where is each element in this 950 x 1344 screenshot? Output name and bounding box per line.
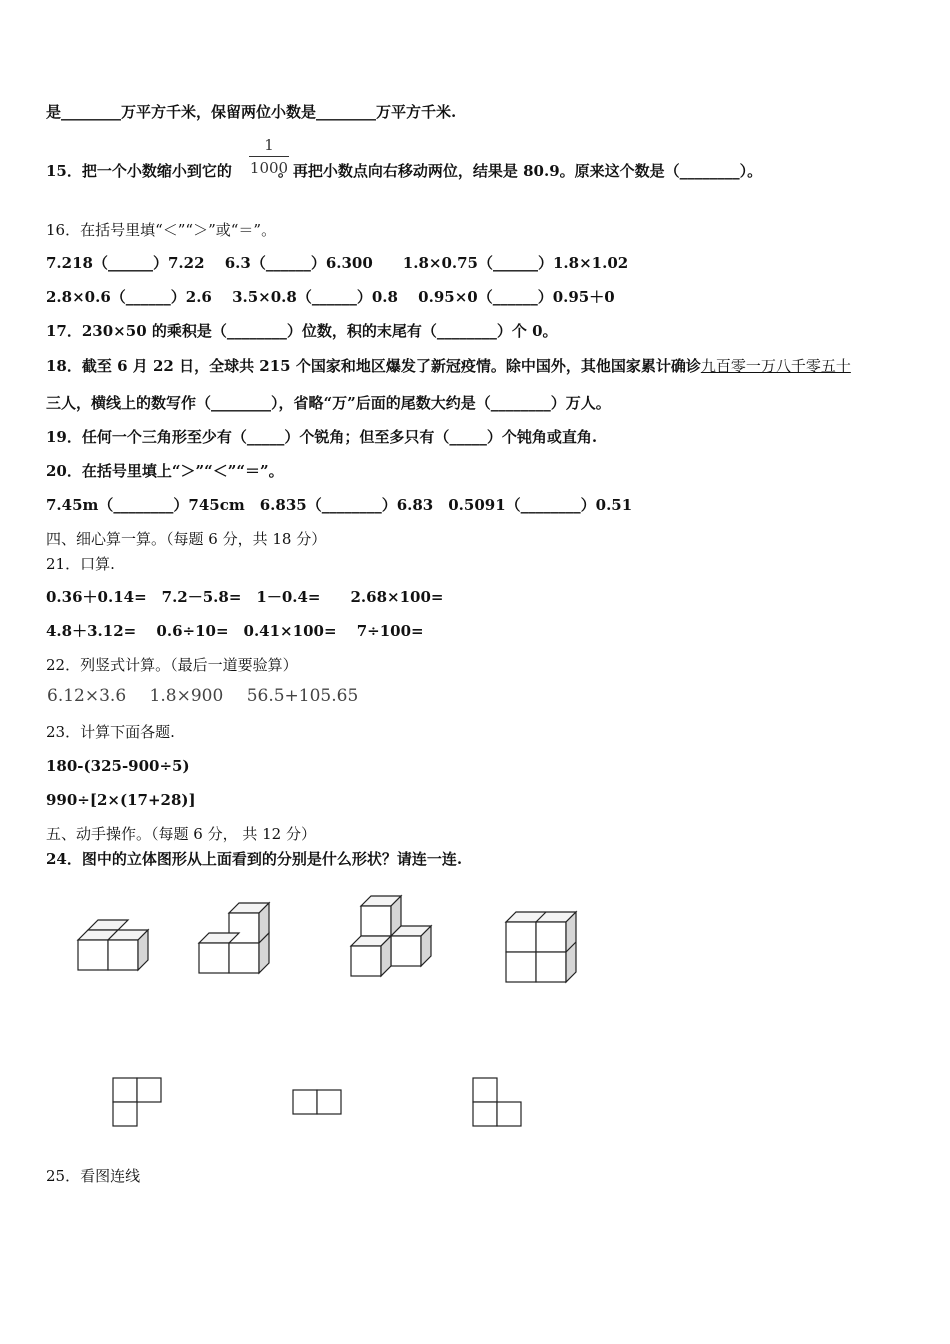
question-21: 21．口算. (46, 555, 115, 573)
question-25: 25．看图连线 (46, 1167, 141, 1185)
solid-figure-3 (351, 896, 431, 976)
q20-row: 7.45m（________）745cm 6.835（________）6.83 0.5091（________）0.51 (46, 496, 633, 514)
solid-figure-1 (78, 920, 148, 970)
question-19: 19．任何一个三角形至少有（_____）个锐角；但至多只有（_____）个钝角或直角. (46, 428, 598, 446)
top-view-3 (473, 1078, 521, 1126)
top-view-2 (293, 1090, 341, 1114)
q15-text: 15．把一个小数缩小到它的 (46, 162, 232, 180)
top-view-1 (113, 1078, 161, 1126)
q15-tail: 。再把小数点向右移动两位，结果是 80.9。原来这个数是（________）。 (277, 162, 763, 180)
q18-underlined-number: 九百零一万八千零五十 (700, 357, 851, 375)
q16-row-2: 2.8×0.6（______）2.6 3.5×0.8（______）0.8 0.95×0（______）0.95＋0 (46, 288, 615, 306)
fraction-numerator: 1 (264, 136, 274, 154)
q22-expr-b: 1.8×900 (149, 686, 224, 706)
section-5-heading: 五、动手操作。（每题 6 分， 共 12 分） (46, 825, 316, 843)
question-17: 17．230×50 的乘积是（________）位数，积的末尾有（________）个 0。 (46, 322, 558, 340)
q18-text-a: 18．截至 6 月 22 日，全球共 215 个国家和地区爆发了新冠疫情。除中国外，其他国家累计确诊 (46, 357, 701, 375)
fraction-denominator: 1000 (249, 159, 289, 177)
q22-expr-c: 56.5+105.65 (246, 686, 359, 706)
question-20: 20．在括号里填上“＞”“＜”“＝”。 (46, 462, 284, 480)
q21-row-1: 0.36＋0.14= 7.2－5.8= 1－0.4= 2.68×100= (46, 588, 444, 606)
q23-expr-a: 180-(325-900÷5) (46, 757, 190, 775)
question-16: 16．在括号里填“＜”“＞”或“＝”。 (46, 221, 277, 239)
question-22: 22．列竖式计算。（最后一道要验算） (46, 656, 298, 674)
question-24: 24．图中的立体图形从上面看到的分别是什么形状？请连一连. (46, 850, 463, 868)
line-14-tail: 是________万平方千米，保留两位小数是________万平方千米. (46, 103, 457, 121)
q16-row-1: 7.218（______）7.22 6.3（______）6.300 1.8×0.75（______）1.8×1.02 (46, 254, 629, 272)
question-18-line-2: 三人，横线上的数写作（________），省略“万”后面的尾数大约是（________）万人。 (46, 394, 611, 412)
q23-expr-b: 990÷[2×(17+28)] (46, 791, 196, 809)
question-23: 23．计算下面各题. (46, 723, 175, 741)
section-4-heading: 四、细心算一算。（每题 6 分，共 18 分） (46, 530, 327, 548)
solid-figure-2 (199, 903, 269, 973)
q21-row-2: 4.8＋3.12= 0.6÷10= 0.41×100= 7÷100= (46, 622, 424, 640)
q22-expr-a: 6.12×3.6 (47, 686, 127, 706)
solid-figure-4 (506, 912, 576, 982)
